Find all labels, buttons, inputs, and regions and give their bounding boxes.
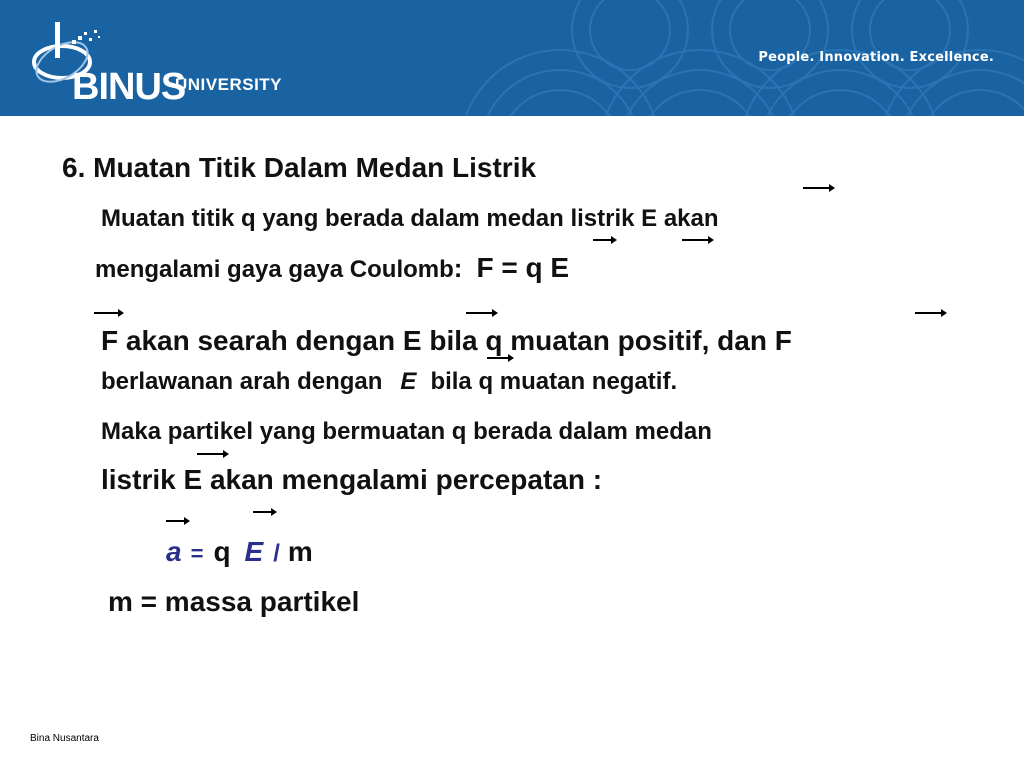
- formula-m: m: [287, 536, 313, 567]
- header-banner: [0, 0, 1024, 116]
- formula-a: a: [166, 536, 182, 567]
- vector-arrow-E4: [487, 357, 512, 359]
- line-4-E: E: [400, 368, 417, 395]
- line-4: [101, 370, 677, 394]
- acceleration-formula: [166, 538, 313, 566]
- logo-university: UNIVERSITY: [175, 75, 283, 94]
- line-5: Maka partikel yang bermuatan q berada dalam medan: [101, 418, 712, 445]
- vector-arrow-a: [166, 520, 188, 522]
- formula-E: E: [244, 536, 264, 567]
- formula-slash: /: [273, 540, 280, 567]
- line-4-b: bila q muatan negatif.: [430, 368, 678, 395]
- vector-arrow-E5: [197, 453, 227, 455]
- formula-q: q: [213, 536, 231, 567]
- footer-text: Bina Nusantara: [30, 733, 99, 744]
- vector-arrow-E2: [682, 239, 712, 241]
- slide-title: 6. Muatan Titik Dalam Medan Listrik: [62, 152, 537, 183]
- mass-definition: m = massa partikel: [108, 586, 360, 617]
- vector-arrow-E6: [253, 511, 275, 513]
- line-2: [95, 254, 569, 282]
- line-2-colon: :: [453, 253, 463, 283]
- formula-eq: =: [190, 541, 204, 566]
- vector-arrow-E1: [803, 187, 833, 189]
- line-6: listrik E akan mengalami percepatan :: [101, 464, 603, 495]
- line-3: F akan searah dengan E bila q muatan positif, dan F: [101, 325, 792, 356]
- vector-arrow-F1: [593, 239, 615, 241]
- vector-arrow-F3: [915, 312, 945, 314]
- tagline: People. Innovation. Excellence.: [758, 50, 994, 65]
- vector-arrow-F2: [94, 312, 122, 314]
- vector-arrow-E3: [466, 312, 496, 314]
- binus-logo: [22, 18, 322, 108]
- line-2-text: mengalami gaya gaya Coulomb: [95, 256, 454, 283]
- line-4-a: berlawanan arah dengan: [101, 368, 383, 395]
- coulomb-formula: F = q E: [476, 252, 570, 283]
- line-1: Muatan titik q yang berada dalam medan listrik E akan: [101, 205, 719, 232]
- logo-name: BINUS: [72, 66, 186, 108]
